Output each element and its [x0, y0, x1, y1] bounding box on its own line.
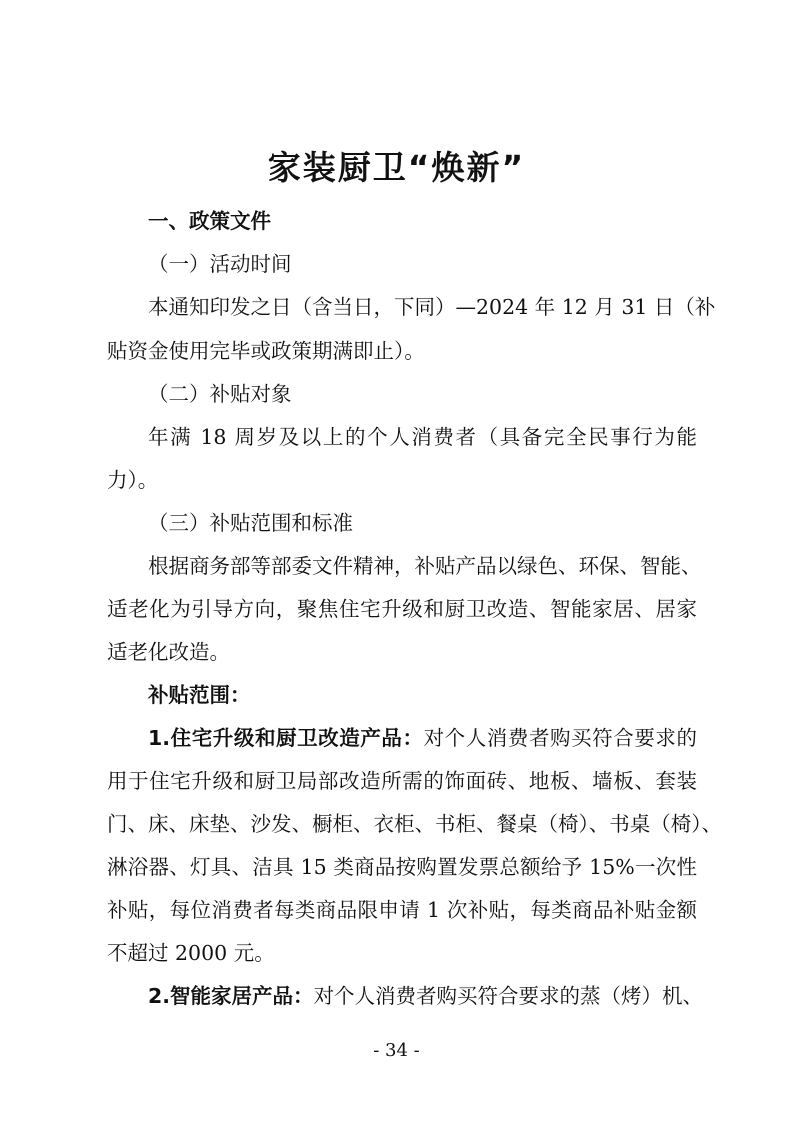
paragraph-line: 力）。 [107, 468, 159, 492]
paragraph-line: 贴资金使用完毕或政策期满即止）。 [107, 339, 425, 363]
paragraph-line: 年满 18 周岁及以上的个人消费者（具备完全民事行为能 [148, 425, 697, 449]
paragraph-line: 淋浴器、灯具、洁具 15 类商品按购置发票总额给予 15%一次性 [107, 855, 697, 879]
paragraph-line [148, 723, 697, 753]
paragraph-line: 补贴，每位消费者每类商品限申请 1 次补贴，每类商品补贴金额 [107, 898, 697, 922]
item-text: 对个人消费者购买符合要求的蒸（烤）机、 [313, 984, 704, 1008]
subsection-heading-target: （二）补贴对象 [148, 382, 292, 406]
paragraph-line: 本通知印发之日（含当日，下同）—2024 年 12 月 31 日（补 [148, 295, 716, 319]
section-heading-policy: 一、政策文件 [148, 209, 271, 233]
item-lead: 2.智能家居产品： [148, 984, 314, 1008]
paragraph-line: 不超过 2000 元。 [107, 941, 275, 965]
item-lead: 1.住宅升级和厨卫改造产品： [148, 726, 424, 750]
paragraph-line: 门、床、床垫、沙发、橱柜、衣柜、书柜、餐桌（椅）、书桌（椅）、 [107, 812, 722, 836]
paragraph-line: 用于住宅升级和厨卫局部改造所需的饰面砖、地板、墙板、套装 [107, 769, 697, 793]
paragraph-line: 适老化改造。 [107, 640, 230, 664]
subsection-heading-period: （一）活动时间 [148, 252, 292, 276]
subsection-heading-scope: （三）补贴范围和标准 [148, 511, 353, 535]
paragraph-line: 根据商务部等部委文件精神，补贴产品以绿色、环保、智能、 [148, 554, 702, 578]
item-text: 对个人消费者购买符合要求的 [423, 726, 697, 750]
page-number: - 34 - [373, 1040, 420, 1061]
paragraph-line [148, 981, 704, 1011]
paragraph-line: 适老化为引导方向，聚焦住宅升级和厨卫改造、智能家居、居家 [107, 597, 697, 621]
page-title: 家装厨卫“焕新” [267, 148, 526, 187]
scope-heading: 补贴范围： [148, 683, 251, 707]
